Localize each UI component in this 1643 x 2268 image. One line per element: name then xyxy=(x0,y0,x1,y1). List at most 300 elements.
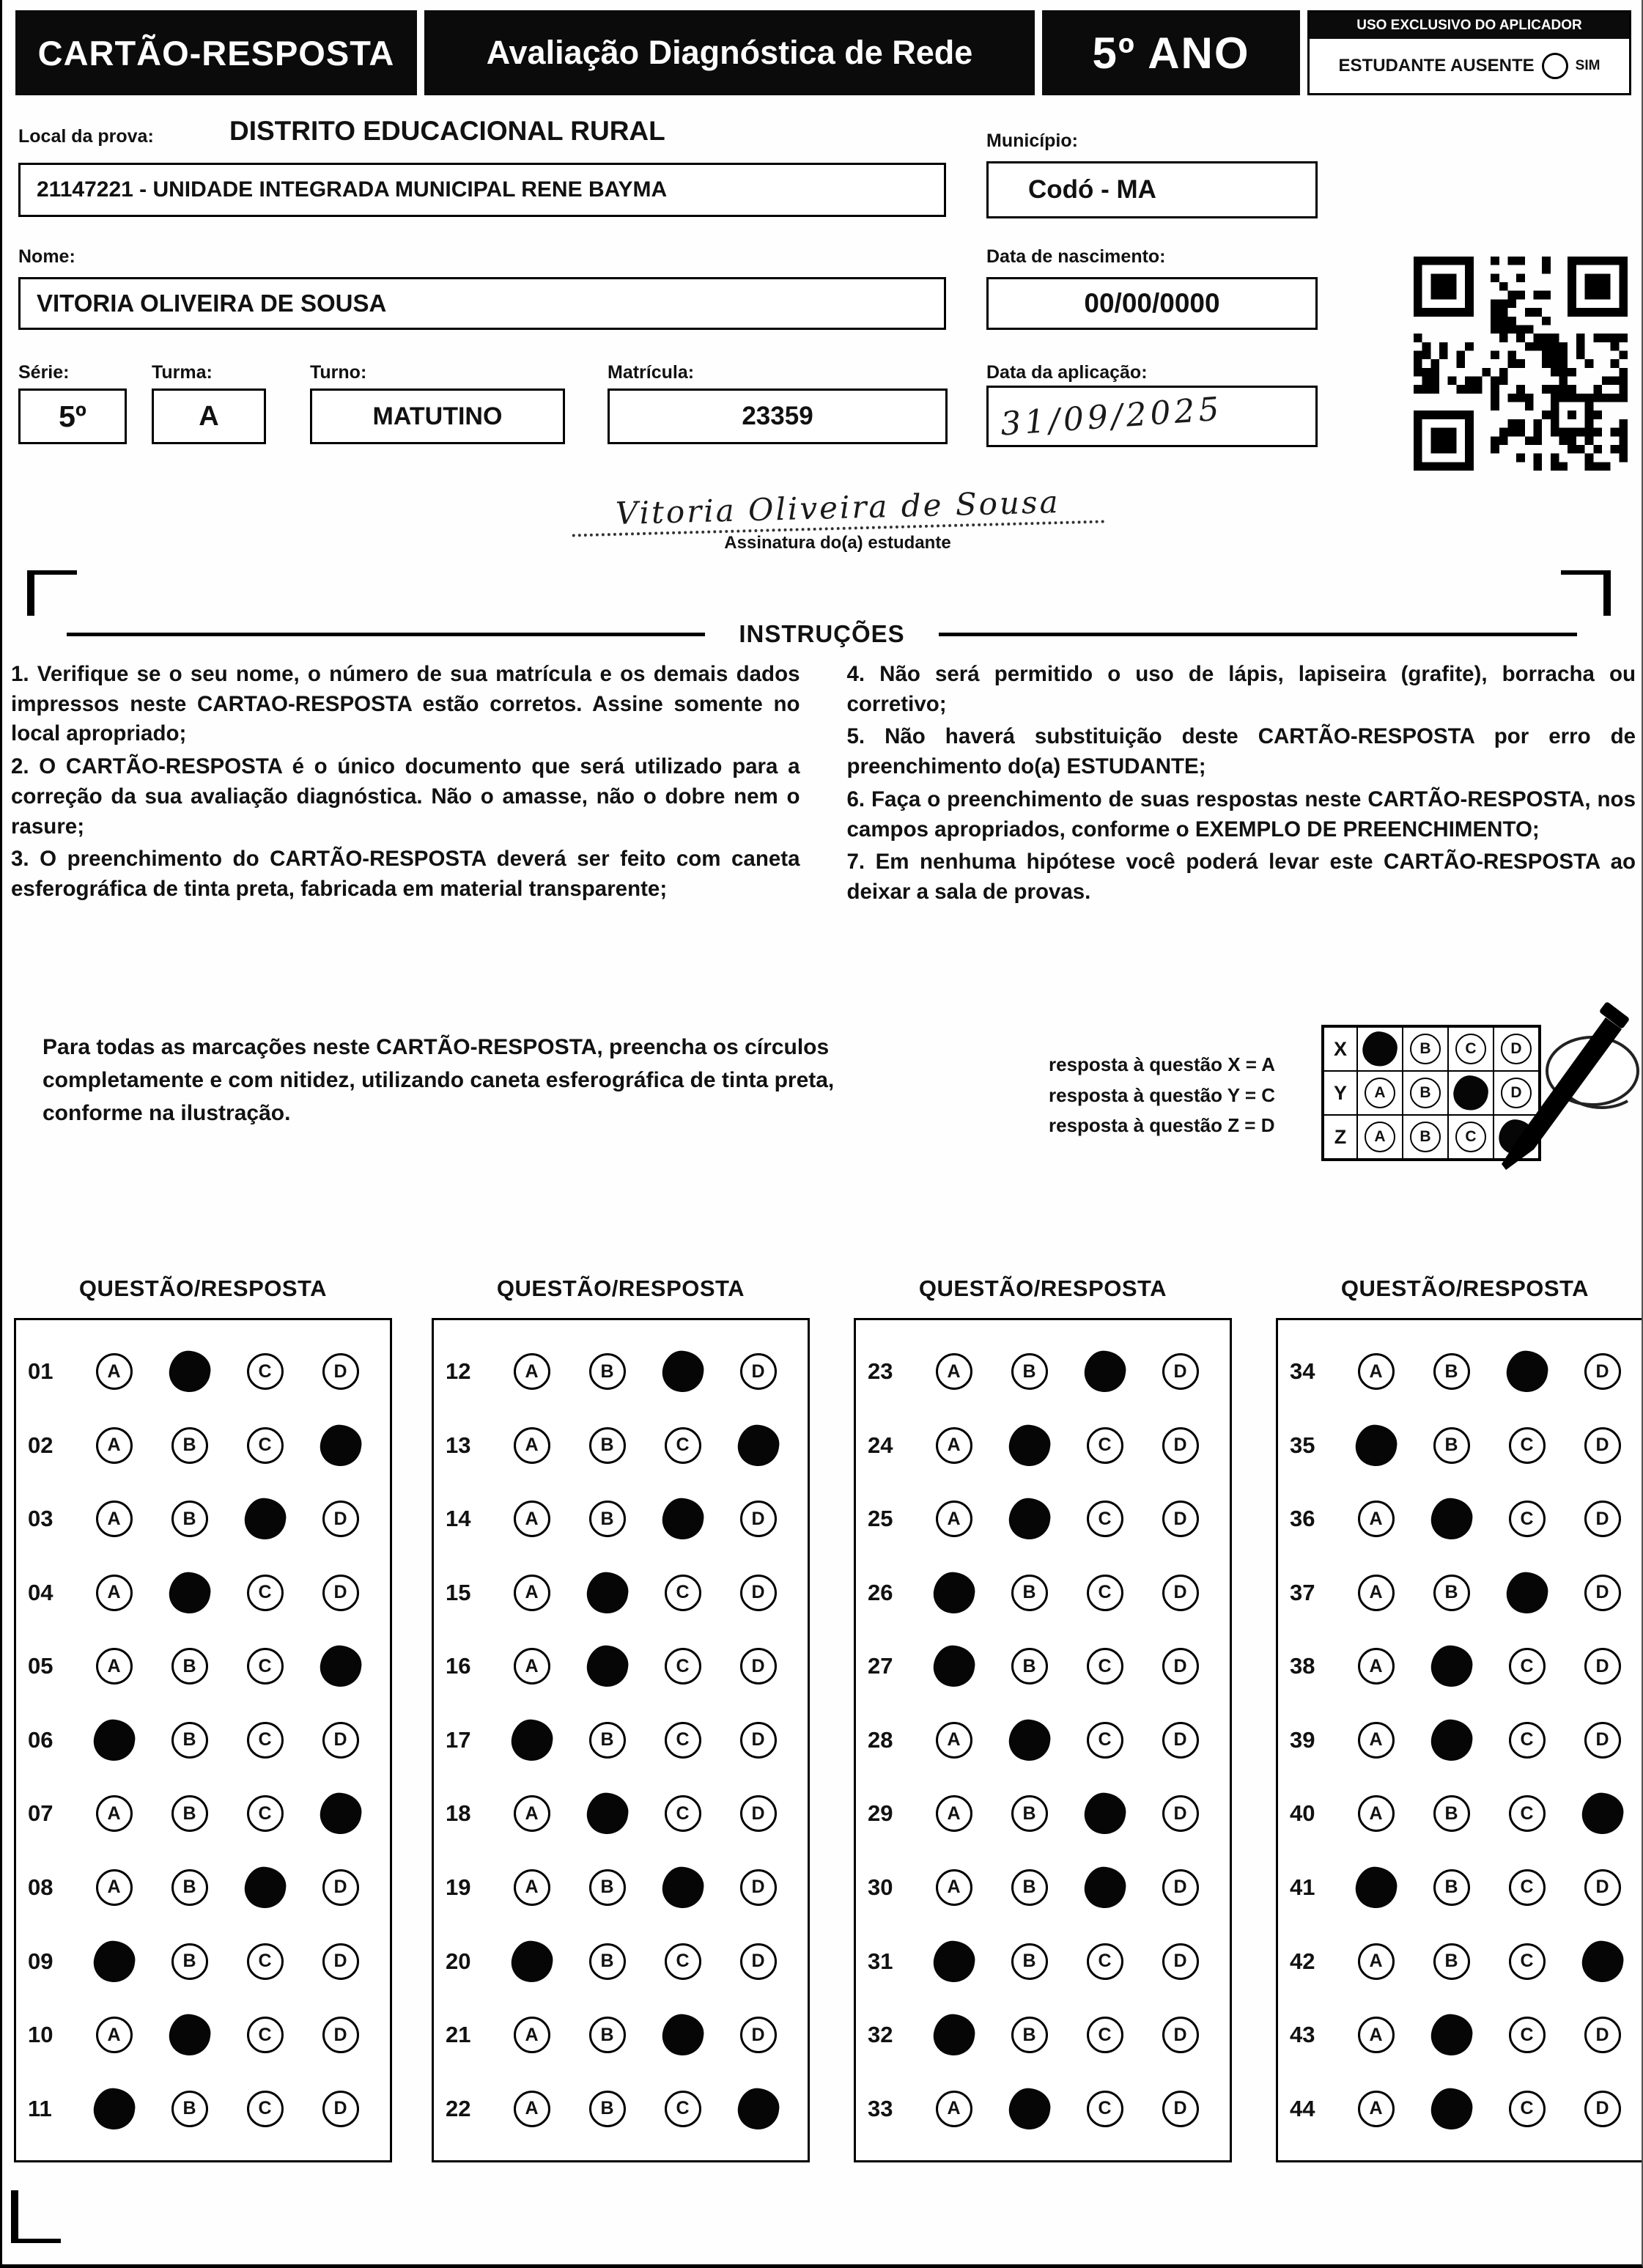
answer-bubble-b[interactable]: B xyxy=(171,2091,208,2127)
answer-bubble-b[interactable] xyxy=(1428,1717,1474,1763)
answer-bubble-b[interactable] xyxy=(166,2011,213,2058)
question-number: 01 xyxy=(28,1358,53,1385)
data-nascimento-field xyxy=(986,277,1318,330)
school-value: 21147221 - UNIDADE INTEGRADA MUNICIPAL RENE BAYMA xyxy=(37,177,668,202)
answer-bubble-c[interactable] xyxy=(660,2011,706,2058)
question-number: 03 xyxy=(28,1506,53,1532)
answer-bubble-b[interactable] xyxy=(1428,2011,1474,2058)
card-title: CARTÃO-RESPOSTA xyxy=(15,10,417,95)
example-bubble-a: A xyxy=(1365,1078,1395,1108)
answer-row xyxy=(28,1648,378,1685)
question-number: 20 xyxy=(446,1948,471,1974)
turma-value: A xyxy=(199,400,219,432)
answer-row xyxy=(28,1869,378,1906)
answer-bubble-b[interactable]: B xyxy=(171,1869,208,1906)
question-number: 30 xyxy=(868,1874,893,1900)
answer-bubble-a[interactable] xyxy=(91,1717,137,1763)
answer-row xyxy=(28,2091,378,2127)
answer-bubble-d[interactable]: D xyxy=(1584,1722,1621,1759)
question-number: 40 xyxy=(1290,1800,1315,1827)
answer-row xyxy=(1290,1795,1640,1832)
municipio-label: Município: xyxy=(986,130,1078,151)
answer-bubble-c[interactable]: C xyxy=(1087,2091,1123,2127)
answer-bubble-b[interactable] xyxy=(1006,2085,1052,2132)
answer-bubble-c[interactable]: C xyxy=(1509,1722,1546,1759)
answer-bubble-d[interactable]: D xyxy=(740,1943,777,1980)
answer-bubble-b[interactable]: B xyxy=(171,1648,208,1685)
answer-bubble-b[interactable]: B xyxy=(589,1943,626,1980)
answer-bubble-a[interactable]: A xyxy=(96,2017,133,2053)
answer-bubble-c[interactable]: C xyxy=(665,1722,701,1759)
answer-row xyxy=(868,2091,1218,2127)
answer-bubble-d[interactable]: D xyxy=(1162,1501,1199,1537)
answer-bubble-c[interactable] xyxy=(1082,1791,1128,1837)
answer-bubble-d[interactable]: D xyxy=(740,1648,777,1685)
answer-bubble-a[interactable]: A xyxy=(96,1575,133,1611)
answer-bubble-a[interactable]: A xyxy=(1358,1795,1395,1832)
qr-code-icon xyxy=(1411,257,1631,471)
answer-bubble-c[interactable]: C xyxy=(1509,2017,1546,2053)
answer-bubble-a[interactable] xyxy=(931,1569,977,1616)
answer-bubble-a[interactable] xyxy=(931,1938,977,1984)
answer-bubble-a[interactable]: A xyxy=(514,1648,550,1685)
question-number: 29 xyxy=(868,1800,893,1827)
answer-bubble-b[interactable] xyxy=(584,1643,630,1690)
answer-bubble-a[interactable] xyxy=(509,1717,555,1763)
answer-bubble-b[interactable] xyxy=(584,1791,630,1837)
data-nascimento-label: Data de nascimento: xyxy=(986,246,1166,267)
question-number: 15 xyxy=(446,1579,471,1605)
example-bubble-d: D xyxy=(1501,1078,1532,1108)
answer-bubble-c[interactable] xyxy=(660,1496,706,1542)
question-number: 16 xyxy=(446,1653,471,1679)
answer-bubble-c[interactable]: C xyxy=(1087,1722,1123,1759)
example-note-line: resposta à questão Z = D xyxy=(1049,1114,1275,1137)
answer-bubble-b[interactable]: B xyxy=(589,1427,626,1464)
answer-bubble-c[interactable]: C xyxy=(247,1648,284,1685)
answer-bubble-c[interactable]: C xyxy=(1509,1943,1546,1980)
answer-bubble-c[interactable]: C xyxy=(665,1575,701,1611)
serie-field xyxy=(18,389,127,444)
example-cell xyxy=(1403,1115,1448,1159)
answer-bubble-b[interactable]: B xyxy=(171,1427,208,1464)
answer-bubble-a[interactable] xyxy=(1353,1422,1399,1468)
answer-bubble-d[interactable]: D xyxy=(740,1722,777,1759)
answer-row xyxy=(28,1943,378,1980)
answer-bubble-d[interactable]: D xyxy=(322,1869,359,1906)
answer-bubble-d[interactable]: D xyxy=(740,2017,777,2053)
question-number: 38 xyxy=(1290,1653,1315,1679)
question-number: 10 xyxy=(28,2022,53,2048)
answer-bubble-a[interactable]: A xyxy=(1358,2017,1395,2053)
answer-bubble-d[interactable] xyxy=(735,1422,781,1468)
instruction-item: 1. Verifique se o seu nome, o número de sua matrícula e os demais dados impressos neste CARTAO-RESPOSTA estão corretos. Assine somente no local apropriado; xyxy=(11,662,800,746)
question-number: 17 xyxy=(446,1726,471,1753)
answer-bubble-b[interactable]: B xyxy=(171,1795,208,1832)
answer-bubble-b[interactable]: B xyxy=(1433,1795,1470,1832)
answer-row xyxy=(28,1575,378,1611)
answer-bubble-c[interactable]: C xyxy=(665,1795,701,1832)
question-number: 11 xyxy=(28,2095,52,2121)
answer-bubble-c[interactable]: C xyxy=(1087,1575,1123,1611)
local-da-prova-label: Local da prova: xyxy=(18,126,154,147)
question-number: 24 xyxy=(868,1432,893,1458)
answer-row xyxy=(868,2017,1218,2053)
answer-row xyxy=(446,1648,796,1685)
answer-bubble-d[interactable]: D xyxy=(740,1501,777,1537)
answer-bubble-c[interactable]: C xyxy=(665,1648,701,1685)
answers-column-1 xyxy=(14,1275,392,2162)
turno-field xyxy=(310,389,565,444)
answer-row xyxy=(446,1795,796,1832)
answer-bubble-a[interactable] xyxy=(91,2085,137,2132)
answer-bubble-d[interactable]: D xyxy=(1584,2091,1621,2127)
example-cell xyxy=(1357,1071,1403,1115)
answer-bubble-a[interactable]: A xyxy=(514,1795,550,1832)
answer-bubble-b[interactable]: B xyxy=(1011,1869,1048,1906)
answer-bubble-c[interactable]: C xyxy=(1509,1648,1546,1685)
example-bubble-a: A xyxy=(1365,1122,1395,1152)
signature-caption: Assinatura do(a) estudante xyxy=(724,533,951,553)
serie-value: 5º xyxy=(59,399,86,433)
answer-bubble-b[interactable]: B xyxy=(1433,1575,1470,1611)
answer-bubble-a[interactable]: A xyxy=(514,1501,550,1537)
student-signature-handwritten: Vitoria Oliveira de Sousa xyxy=(571,482,1104,537)
answer-bubble-a[interactable]: A xyxy=(514,1869,550,1906)
answer-bubble-b[interactable]: B xyxy=(589,1722,626,1759)
answer-bubble-b[interactable] xyxy=(1428,2085,1474,2132)
local-da-prova-value: DISTRITO EDUCACIONAL RURAL xyxy=(229,116,665,146)
answer-bubble-d[interactable]: D xyxy=(322,1501,359,1537)
answer-bubble-d[interactable]: D xyxy=(1584,1869,1621,1906)
answer-bubble-d[interactable]: D xyxy=(322,1353,359,1390)
example-answer-key-notes xyxy=(1049,1050,1312,1141)
answer-bubble-d[interactable]: D xyxy=(1584,1353,1621,1390)
answer-bubble-d[interactable] xyxy=(317,1643,363,1690)
answer-bubble-b[interactable]: B xyxy=(171,1943,208,1980)
answer-row xyxy=(1290,1575,1640,1611)
instruction-item: 3. O preenchimento do CARTÃO-RESPOSTA deverá ser feito com caneta esferográfica de tinta preta, fabricada em material transparente; xyxy=(11,847,800,901)
example-cell xyxy=(1448,1115,1494,1159)
question-number: 02 xyxy=(28,1432,53,1458)
answer-bubble-a[interactable]: A xyxy=(514,1353,550,1390)
answer-bubble-b[interactable] xyxy=(1428,1643,1474,1690)
answer-bubble-b[interactable]: B xyxy=(1433,1943,1470,1980)
data-aplicacao-label: Data da aplicação: xyxy=(986,362,1148,383)
instructions-title: INSTRUÇÕES xyxy=(739,620,905,647)
answer-bubble-d[interactable]: D xyxy=(1162,1722,1199,1759)
answer-bubble-c[interactable] xyxy=(242,1496,288,1542)
grade-label: 5º ANO xyxy=(1042,10,1300,95)
answer-bubble-c[interactable]: C xyxy=(1087,2017,1123,2053)
matricula-label: Matrícula: xyxy=(608,362,695,383)
answer-bubble-c[interactable]: C xyxy=(665,2091,701,2127)
answer-bubble-a[interactable]: A xyxy=(1358,1722,1395,1759)
answer-bubble-d[interactable]: D xyxy=(1584,1427,1621,1464)
answer-bubble-a[interactable] xyxy=(931,2011,977,2058)
example-row-label: Y xyxy=(1323,1071,1357,1115)
answer-bubble-d[interactable]: D xyxy=(322,1943,359,1980)
instruction-item: 5. Não haverá substituição deste CARTÃO-RESPOSTA por erro de preenchimento do(a) ESTUDANTE; xyxy=(846,724,1636,779)
instruction-item: 7. Em nenhuma hipótese você poderá levar este CARTÃO-RESPOSTA ao deixar a sala de provas. xyxy=(846,850,1636,904)
question-number: 23 xyxy=(868,1358,893,1385)
answer-bubble-c[interactable] xyxy=(1082,1864,1128,1910)
answer-row xyxy=(446,1575,796,1611)
answer-bubble-b[interactable]: B xyxy=(1011,1943,1048,1980)
answer-row xyxy=(868,1943,1218,1980)
example-cell xyxy=(1357,1027,1403,1071)
answer-bubble-b[interactable] xyxy=(1428,1496,1474,1542)
answer-bubble-d[interactable]: D xyxy=(1162,1648,1199,1685)
nome-label: Nome: xyxy=(18,246,75,267)
answer-row xyxy=(446,1722,796,1759)
question-number: 13 xyxy=(446,1432,471,1458)
answer-row xyxy=(868,1869,1218,1906)
example-row-label: X xyxy=(1323,1027,1357,1071)
answer-bubble-d[interactable]: D xyxy=(740,1869,777,1906)
divider-line-right xyxy=(939,633,1577,636)
answer-bubble-a[interactable]: A xyxy=(1358,2091,1395,2127)
answer-bubble-a[interactable]: A xyxy=(514,2017,550,2053)
answer-row xyxy=(1290,1353,1640,1390)
municipio-field xyxy=(986,161,1318,218)
answer-bubble-b[interactable]: B xyxy=(1433,1427,1470,1464)
answer-bubble-c[interactable]: C xyxy=(247,2091,284,2127)
example-cell xyxy=(1357,1115,1403,1159)
answers-box-4 xyxy=(1276,1318,1643,2162)
answer-bubble-c[interactable] xyxy=(1082,1349,1128,1395)
answer-bubble-a[interactable]: A xyxy=(936,1795,972,1832)
answer-bubble-a[interactable]: A xyxy=(1358,1575,1395,1611)
answer-bubble-a[interactable]: A xyxy=(936,1869,972,1906)
answer-bubble-c[interactable]: C xyxy=(1509,1501,1546,1537)
answer-bubble-a[interactable]: A xyxy=(1358,1501,1395,1537)
applicator-title: USO EXCLUSIVO DO APLICADOR xyxy=(1310,12,1629,39)
data-aplicacao-field xyxy=(986,386,1318,447)
answer-bubble-d[interactable]: D xyxy=(740,1353,777,1390)
answer-bubble-d[interactable] xyxy=(735,2085,781,2132)
answer-bubble-c[interactable]: C xyxy=(247,1353,284,1390)
answer-bubble-d[interactable]: D xyxy=(322,1575,359,1611)
answer-bubble-c[interactable]: C xyxy=(1087,1427,1123,1464)
answer-bubble-b[interactable]: B xyxy=(1433,1353,1470,1390)
answer-bubble-b[interactable]: B xyxy=(171,1722,208,1759)
answer-bubble-c[interactable] xyxy=(660,1349,706,1395)
answer-bubble-a[interactable]: A xyxy=(96,1648,133,1685)
answer-bubble-b[interactable] xyxy=(584,1569,630,1616)
answer-bubble-d[interactable]: D xyxy=(322,2017,359,2053)
answer-bubble-b[interactable]: B xyxy=(1011,1575,1048,1611)
answer-bubble-d[interactable]: D xyxy=(1584,1648,1621,1685)
answer-bubble-c[interactable] xyxy=(242,1864,288,1910)
answer-bubble-d[interactable]: D xyxy=(1162,2091,1199,2127)
answer-bubble-b[interactable] xyxy=(1006,1496,1052,1542)
pen-hand-icon xyxy=(1490,994,1643,1177)
answer-row xyxy=(1290,2017,1640,2053)
answer-bubble-d[interactable] xyxy=(317,1791,363,1837)
answer-bubble-c[interactable]: C xyxy=(1087,1501,1123,1537)
instructions-divider xyxy=(67,620,1577,648)
answer-bubble-a[interactable]: A xyxy=(96,1869,133,1906)
question-number: 25 xyxy=(868,1506,893,1532)
answer-bubble-b[interactable] xyxy=(166,1349,213,1395)
question-number: 28 xyxy=(868,1726,893,1753)
answer-row xyxy=(28,1427,378,1464)
answer-bubble-b[interactable]: B xyxy=(171,1501,208,1537)
instruction-item: 2. O CARTÃO-RESPOSTA é o único documento que será utilizado para a correção da sua avaliação diagnóstica. Não o amasse, não o dobre nem o rasure; xyxy=(11,754,800,839)
student-absent-bubble[interactable] xyxy=(1542,53,1568,79)
question-number: 37 xyxy=(1290,1579,1315,1605)
answer-bubble-d[interactable]: D xyxy=(1162,1353,1199,1390)
answer-bubble-d[interactable]: D xyxy=(1162,1427,1199,1464)
answer-bubble-a[interactable]: A xyxy=(1358,1353,1395,1390)
answer-bubble-a[interactable]: A xyxy=(96,1353,133,1390)
answer-bubble-d[interactable]: D xyxy=(1584,1575,1621,1611)
answer-bubble-d[interactable] xyxy=(1579,1938,1625,1984)
answer-bubble-a[interactable]: A xyxy=(514,2091,550,2127)
applicator-box xyxy=(1307,10,1631,95)
answer-bubble-a[interactable] xyxy=(931,1643,977,1690)
answer-bubble-b[interactable]: B xyxy=(589,1501,626,1537)
answers-box-2 xyxy=(432,1318,810,2162)
example-cell xyxy=(1403,1071,1448,1115)
divider-line-left xyxy=(67,633,705,636)
question-number: 41 xyxy=(1290,1874,1315,1900)
answer-bubble-a[interactable]: A xyxy=(514,1427,550,1464)
answer-bubble-c[interactable]: C xyxy=(1087,1648,1123,1685)
answer-bubble-a[interactable]: A xyxy=(96,1795,133,1832)
answer-bubble-c[interactable]: C xyxy=(247,1722,284,1759)
answer-bubble-b[interactable]: B xyxy=(589,1353,626,1390)
answer-bubble-d[interactable]: D xyxy=(1162,2017,1199,2053)
answer-bubble-c[interactable] xyxy=(1504,1349,1550,1395)
question-number: 21 xyxy=(446,2022,471,2048)
answer-row xyxy=(1290,1869,1640,1906)
answer-bubble-a[interactable]: A xyxy=(1358,1648,1395,1685)
turma-label: Turma: xyxy=(152,362,213,383)
answer-row xyxy=(28,1795,378,1832)
example-note-line: resposta à questão Y = C xyxy=(1049,1083,1276,1106)
answer-bubble-d[interactable]: D xyxy=(322,1722,359,1759)
answer-bubble-d[interactable]: D xyxy=(322,2091,359,2127)
question-number: 19 xyxy=(446,1874,471,1900)
answer-bubble-d[interactable]: D xyxy=(1584,2017,1621,2053)
example-bubble-c xyxy=(1451,1073,1490,1112)
answer-bubble-a[interactable] xyxy=(509,1938,555,1984)
answer-row xyxy=(868,1795,1218,1832)
answer-bubble-c[interactable]: C xyxy=(247,2017,284,2053)
answer-bubble-b[interactable]: B xyxy=(1011,1353,1048,1390)
student-absent-option-label: SIM xyxy=(1575,58,1600,73)
answers-column-title: QUESTÃO/RESPOSTA xyxy=(1340,1275,1590,1301)
nome-value: VITORIA OLIVEIRA DE SOUSA xyxy=(37,290,387,317)
serie-label: Série: xyxy=(18,362,70,383)
answer-bubble-a[interactable]: A xyxy=(936,1353,972,1390)
answer-bubble-d[interactable] xyxy=(317,1422,363,1468)
signature-block xyxy=(457,484,1219,553)
answers-column-4 xyxy=(1276,1275,1643,2162)
answer-bubble-a[interactable]: A xyxy=(1358,1943,1395,1980)
answer-bubble-a[interactable]: A xyxy=(936,2091,972,2127)
answer-row xyxy=(1290,1943,1640,1980)
answer-bubble-a[interactable] xyxy=(1353,1864,1399,1910)
answer-row xyxy=(868,1575,1218,1611)
answers-column-title: QUESTÃO/RESPOSTA xyxy=(918,1275,1167,1301)
answer-bubble-c[interactable]: C xyxy=(1509,2091,1546,2127)
turma-field xyxy=(152,389,266,444)
example-cell xyxy=(1403,1027,1448,1071)
answer-bubble-d[interactable]: D xyxy=(1162,1795,1199,1832)
example-bubble-c: C xyxy=(1455,1034,1486,1064)
answer-bubble-c[interactable]: C xyxy=(247,1575,284,1611)
answer-bubble-b[interactable]: B xyxy=(1433,1869,1470,1906)
answer-bubble-d[interactable]: D xyxy=(740,1575,777,1611)
answer-bubble-c[interactable]: C xyxy=(1509,1427,1546,1464)
answer-bubble-b[interactable]: B xyxy=(589,1869,626,1906)
question-number: 07 xyxy=(28,1800,53,1827)
question-number: 14 xyxy=(446,1506,471,1532)
answer-row xyxy=(28,1501,378,1537)
answer-row xyxy=(1290,1648,1640,1685)
answer-bubble-c[interactable]: C xyxy=(247,1795,284,1832)
answer-bubble-c[interactable]: C xyxy=(247,1427,284,1464)
answers-column-title: QUESTÃO/RESPOSTA xyxy=(78,1275,328,1301)
example-bubble-b: B xyxy=(1410,1122,1441,1152)
answer-bubble-a[interactable]: A xyxy=(96,1501,133,1537)
answer-bubble-b[interactable] xyxy=(1006,1422,1052,1468)
answer-bubble-c[interactable]: C xyxy=(1087,1943,1123,1980)
answer-bubble-d[interactable]: D xyxy=(1162,1575,1199,1611)
answer-bubble-a[interactable]: A xyxy=(936,1501,972,1537)
question-number: 31 xyxy=(868,1948,893,1974)
answer-bubble-d[interactable]: D xyxy=(740,1795,777,1832)
question-number: 43 xyxy=(1290,2022,1315,2048)
corner-mark-top-left xyxy=(27,570,77,616)
answer-bubble-c[interactable]: C xyxy=(1509,1869,1546,1906)
answer-bubble-b[interactable]: B xyxy=(1011,1795,1048,1832)
answer-bubble-c[interactable]: C xyxy=(247,1943,284,1980)
answer-bubble-d[interactable]: D xyxy=(1162,1943,1199,1980)
answer-row xyxy=(868,1722,1218,1759)
answer-bubble-a[interactable] xyxy=(91,1938,137,1984)
answer-bubble-c[interactable] xyxy=(1504,1569,1550,1616)
answer-bubble-c[interactable]: C xyxy=(1509,1795,1546,1832)
answer-bubble-b[interactable]: B xyxy=(1011,2017,1048,2053)
answer-bubble-a[interactable]: A xyxy=(96,1427,133,1464)
student-absent-label: ESTUDANTE AUSENTE xyxy=(1338,56,1535,76)
answer-bubble-b[interactable] xyxy=(1006,1717,1052,1763)
answer-bubble-d[interactable]: D xyxy=(1584,1501,1621,1537)
answer-bubble-d[interactable] xyxy=(1579,1791,1625,1837)
answer-bubble-b[interactable]: B xyxy=(589,2017,626,2053)
answer-bubble-b[interactable] xyxy=(166,1569,213,1616)
example-note-line: resposta à questão X = A xyxy=(1049,1053,1275,1075)
question-number: 39 xyxy=(1290,1726,1315,1753)
answer-bubble-a[interactable]: A xyxy=(514,1575,550,1611)
answer-bubble-c[interactable] xyxy=(660,1864,706,1910)
answer-bubble-d[interactable]: D xyxy=(1162,1869,1199,1906)
corner-mark-top-right xyxy=(1561,570,1611,616)
answer-bubble-a[interactable]: A xyxy=(936,1722,972,1759)
instructions-left-column xyxy=(11,660,800,910)
answer-bubble-b[interactable]: B xyxy=(589,2091,626,2127)
answer-bubble-b[interactable]: B xyxy=(1011,1648,1048,1685)
answer-bubble-a[interactable]: A xyxy=(936,1427,972,1464)
corner-mark-bottom-left xyxy=(11,2190,61,2243)
matricula-value: 23359 xyxy=(742,402,813,430)
answer-bubble-c[interactable]: C xyxy=(665,1427,701,1464)
answer-bubble-c[interactable]: C xyxy=(665,1943,701,1980)
